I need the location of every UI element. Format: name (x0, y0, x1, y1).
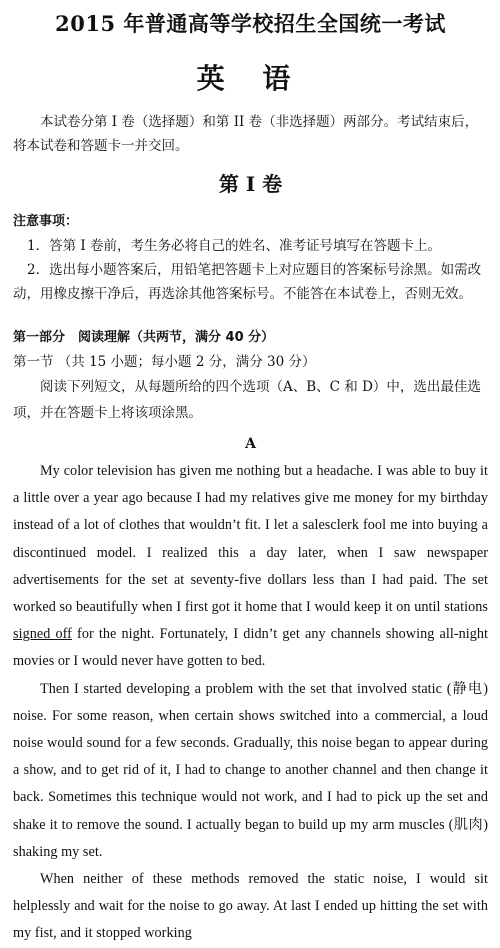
exam-title: 2015 年普通高等学校招生全国统一考试 (55, 11, 446, 36)
paragraph-1-text-a: My color television has given me nothing but a headache. I was able to buy it a little over a year ago because I had my relatives give me money for my birthday instead of a lot of clothes that wouldn’t fit. I let a salesclerk fool me into buying a discontinued model. I realized this a day later, when I saw newspaper advertisements for the set at seventy-five dollars less than I had paid. The set worked so beautifully when I first got it home that I would keep it on until stations (13, 463, 488, 616)
passage-paragraph-3: When neither of these methods removed the static noise, I would sit helplessly and wait for the noise to go away. At last I ended up hitting the set with my fist, and it stopped working (13, 871, 488, 942)
part-title: 第一部分 阅读理解（共两节，满分 40 分） (13, 330, 275, 345)
intro-text: 本试卷分第 I 卷（选择题）和第 II 卷（非选择题）两部分。考试结束后，将本试卷和答题卡一并交回。 (13, 114, 479, 154)
passage-paragraph-2: Then I started developing a problem with the set that involved static (静电) noise. For some reason, when certain shows switched into a commercial, a loud noise would sound for a few seconds. Gradually, this noise began to appear during a show, and to get rid of it, I had to change to another channel and then change it back. Sometimes this technique would not work, and I had to pick up the set and shake it to remove the sound. I actually began to build up my arm muscles (肌肉) shaking my set. (13, 680, 488, 860)
subject-title: 英 语 (196, 62, 305, 95)
passage-label: A (245, 436, 256, 452)
paragraph-1-text-b: for the night. Fortunately, I didn’t get any channels showing all-night movies or I would never have gotten to bed. (13, 626, 489, 670)
notice-heading: 注意事项： (13, 214, 79, 229)
underlined-phrase: signed off (13, 626, 72, 643)
notice-block (13, 210, 488, 306)
passage-a (13, 432, 488, 948)
notice-item-1: 1．答第 I 卷前，考生务必将自己的姓名、准考证号填写在答题卡上。 (27, 238, 442, 254)
volume-title: 第 I 卷 (218, 172, 283, 196)
notice-item-2: 2．选出每小题答案后，用铅笔把答题卡上对应题目的答案标号涂黑。如需改动，用橡皮擦干净后，再选涂其他答案标号。不能答在本试卷上，否则无效。 (13, 262, 482, 302)
section-title: 第一节 （共 15 小题；每小题 2 分，满分 30 分） (13, 354, 316, 370)
passage-paragraph-1 (13, 458, 488, 676)
section-instruction: 阅读下列短文，从每题所给的四个选项（A、B、C 和 D）中，选出最佳选项，并在答题卡上将该项涂黑。 (13, 379, 481, 421)
